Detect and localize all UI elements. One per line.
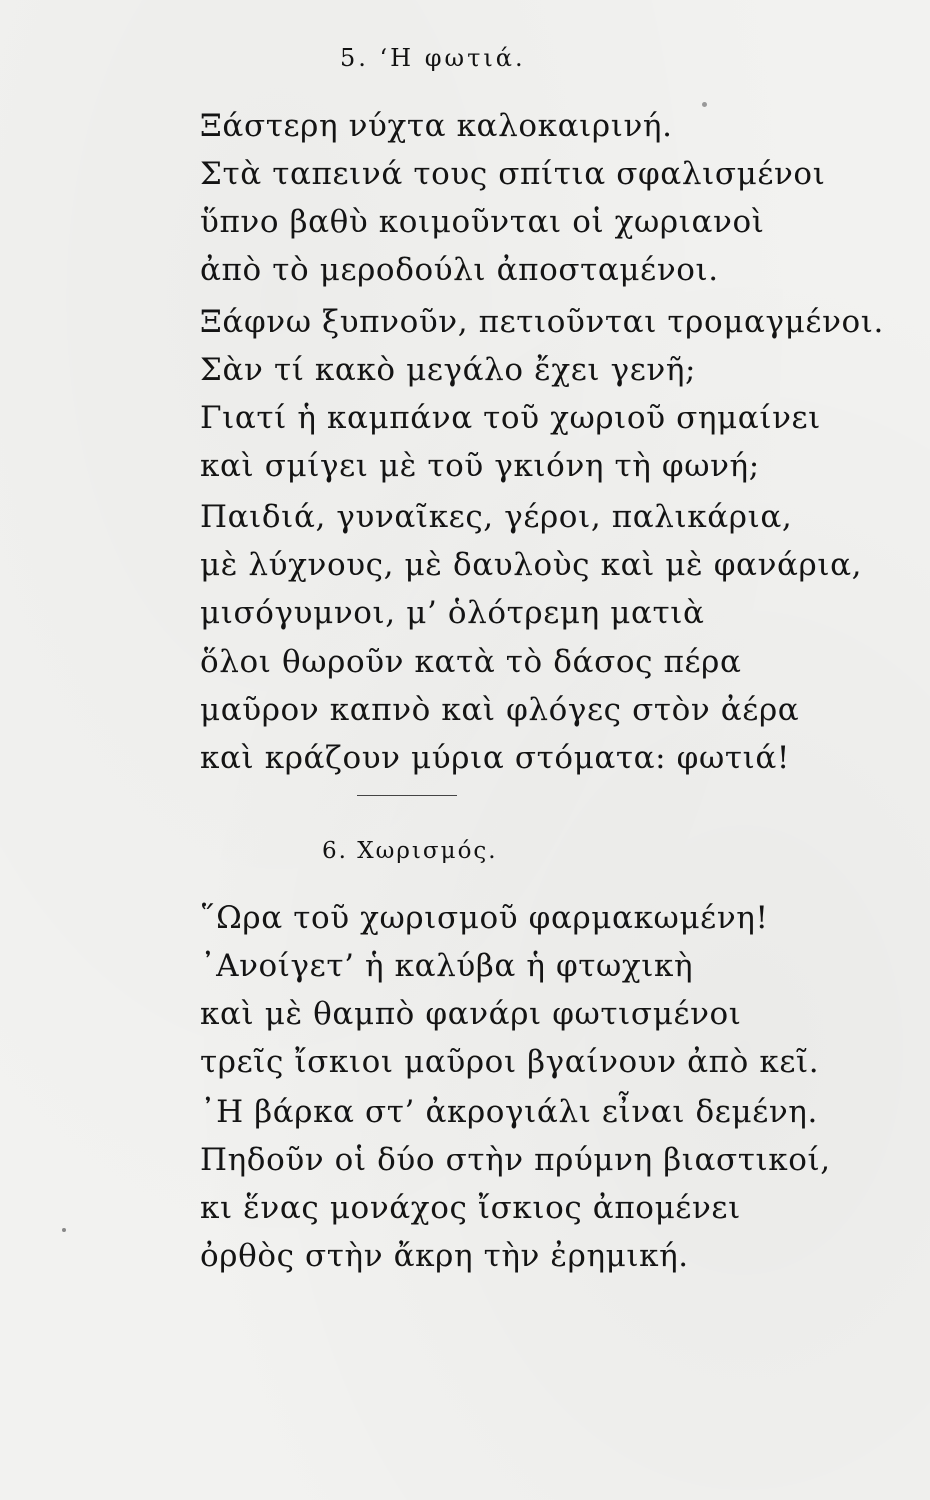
verse-line: ῞Ωρα τοῦ χωρισμοῦ φαρμακωμένη!: [200, 900, 769, 936]
poem-5-stanza-3: [200, 493, 862, 637]
verse-line: Ξάφνω ξυπνοῦν, πετιοῦνται τρομαγμένοι.: [200, 304, 884, 340]
verse-line: τρεῖς ἴσκιοι μαῦροι βγαίνουν ἀπὸ κεῖ.: [200, 1044, 820, 1080]
verse-line: Πηδοῦν οἱ δύο στὴν πρύμνη βιαστικοί,: [200, 1142, 831, 1178]
verse-line: μὲ λύχνους, μὲ δαυλοὺς καὶ μὲ φανάρια,: [200, 547, 863, 583]
poem-6-stanza-2: [200, 1088, 831, 1280]
verse-line: ὅλοι θωροῦν κατὰ τὸ δάσος πέρα: [200, 644, 742, 680]
verse-line: καὶ μὲ θαμπὸ φανάρι φωτισμένοι: [200, 996, 742, 1032]
verse-line: ὕπνο βαθὺ κοιμοῦνται οἱ χωριανοὶ: [200, 204, 765, 240]
verse-line: Γιατί ἡ καμπάνα τοῦ χωριοῦ σημαίνει: [200, 400, 821, 436]
ink-speck: [62, 1228, 66, 1232]
poem-6-stanza-1: [200, 894, 819, 1086]
poem-title-6: 6. Χωρισμός.: [322, 838, 498, 864]
verse-line: ἀπὸ τὸ μεροδούλι ἀποσταμένοι.: [200, 252, 719, 288]
poem-title-5: 5. ‘Η φωτιά.: [340, 44, 526, 72]
verse-line: καὶ σμίγει μὲ τοῦ γκιόνη τὴ φωνή;: [200, 448, 760, 484]
verse-line: Σὰν τί κακὸ μεγάλο ἔχει γενῆ;: [200, 352, 697, 388]
verse-line: καὶ κράζουν μύρια στόματα: φωτιά!: [200, 740, 790, 776]
poem-5-stanza-4: [200, 638, 799, 782]
verse-line: Παιδιά, γυναῖκες, γέροι, παλικάρια,: [200, 499, 793, 535]
verse-line: Στὰ ταπεινά τους σπίτια σφαλισμένοι: [200, 156, 826, 192]
verse-line: ᾿Ανοίγετ’ ἡ καλύβα ἡ φτωχικὴ: [200, 948, 694, 984]
section-divider: [357, 795, 457, 796]
poem-5-stanza-1: [200, 102, 825, 294]
verse-line: κι ἕνας μονάχος ἴσκιος ἀπομένει: [200, 1190, 741, 1226]
verse-line: μαῦρον καπνὸ καὶ φλόγες στὸν ἀέρα: [200, 692, 800, 728]
verse-line: μισόγυμνοι, μ’ ὁλότρεμη ματιὰ: [200, 595, 705, 631]
verse-line: Ξάστερη νύχτα καλοκαιρινή.: [200, 108, 673, 144]
verse-line: ᾿Η βάρκα στ’ ἀκρογιάλι εἶναι δεμένη.: [200, 1094, 818, 1130]
poem-5-stanza-2: [200, 298, 884, 490]
verse-line: ὀρθὸς στὴν ἄκρη τὴν ἐρημική.: [200, 1238, 689, 1274]
